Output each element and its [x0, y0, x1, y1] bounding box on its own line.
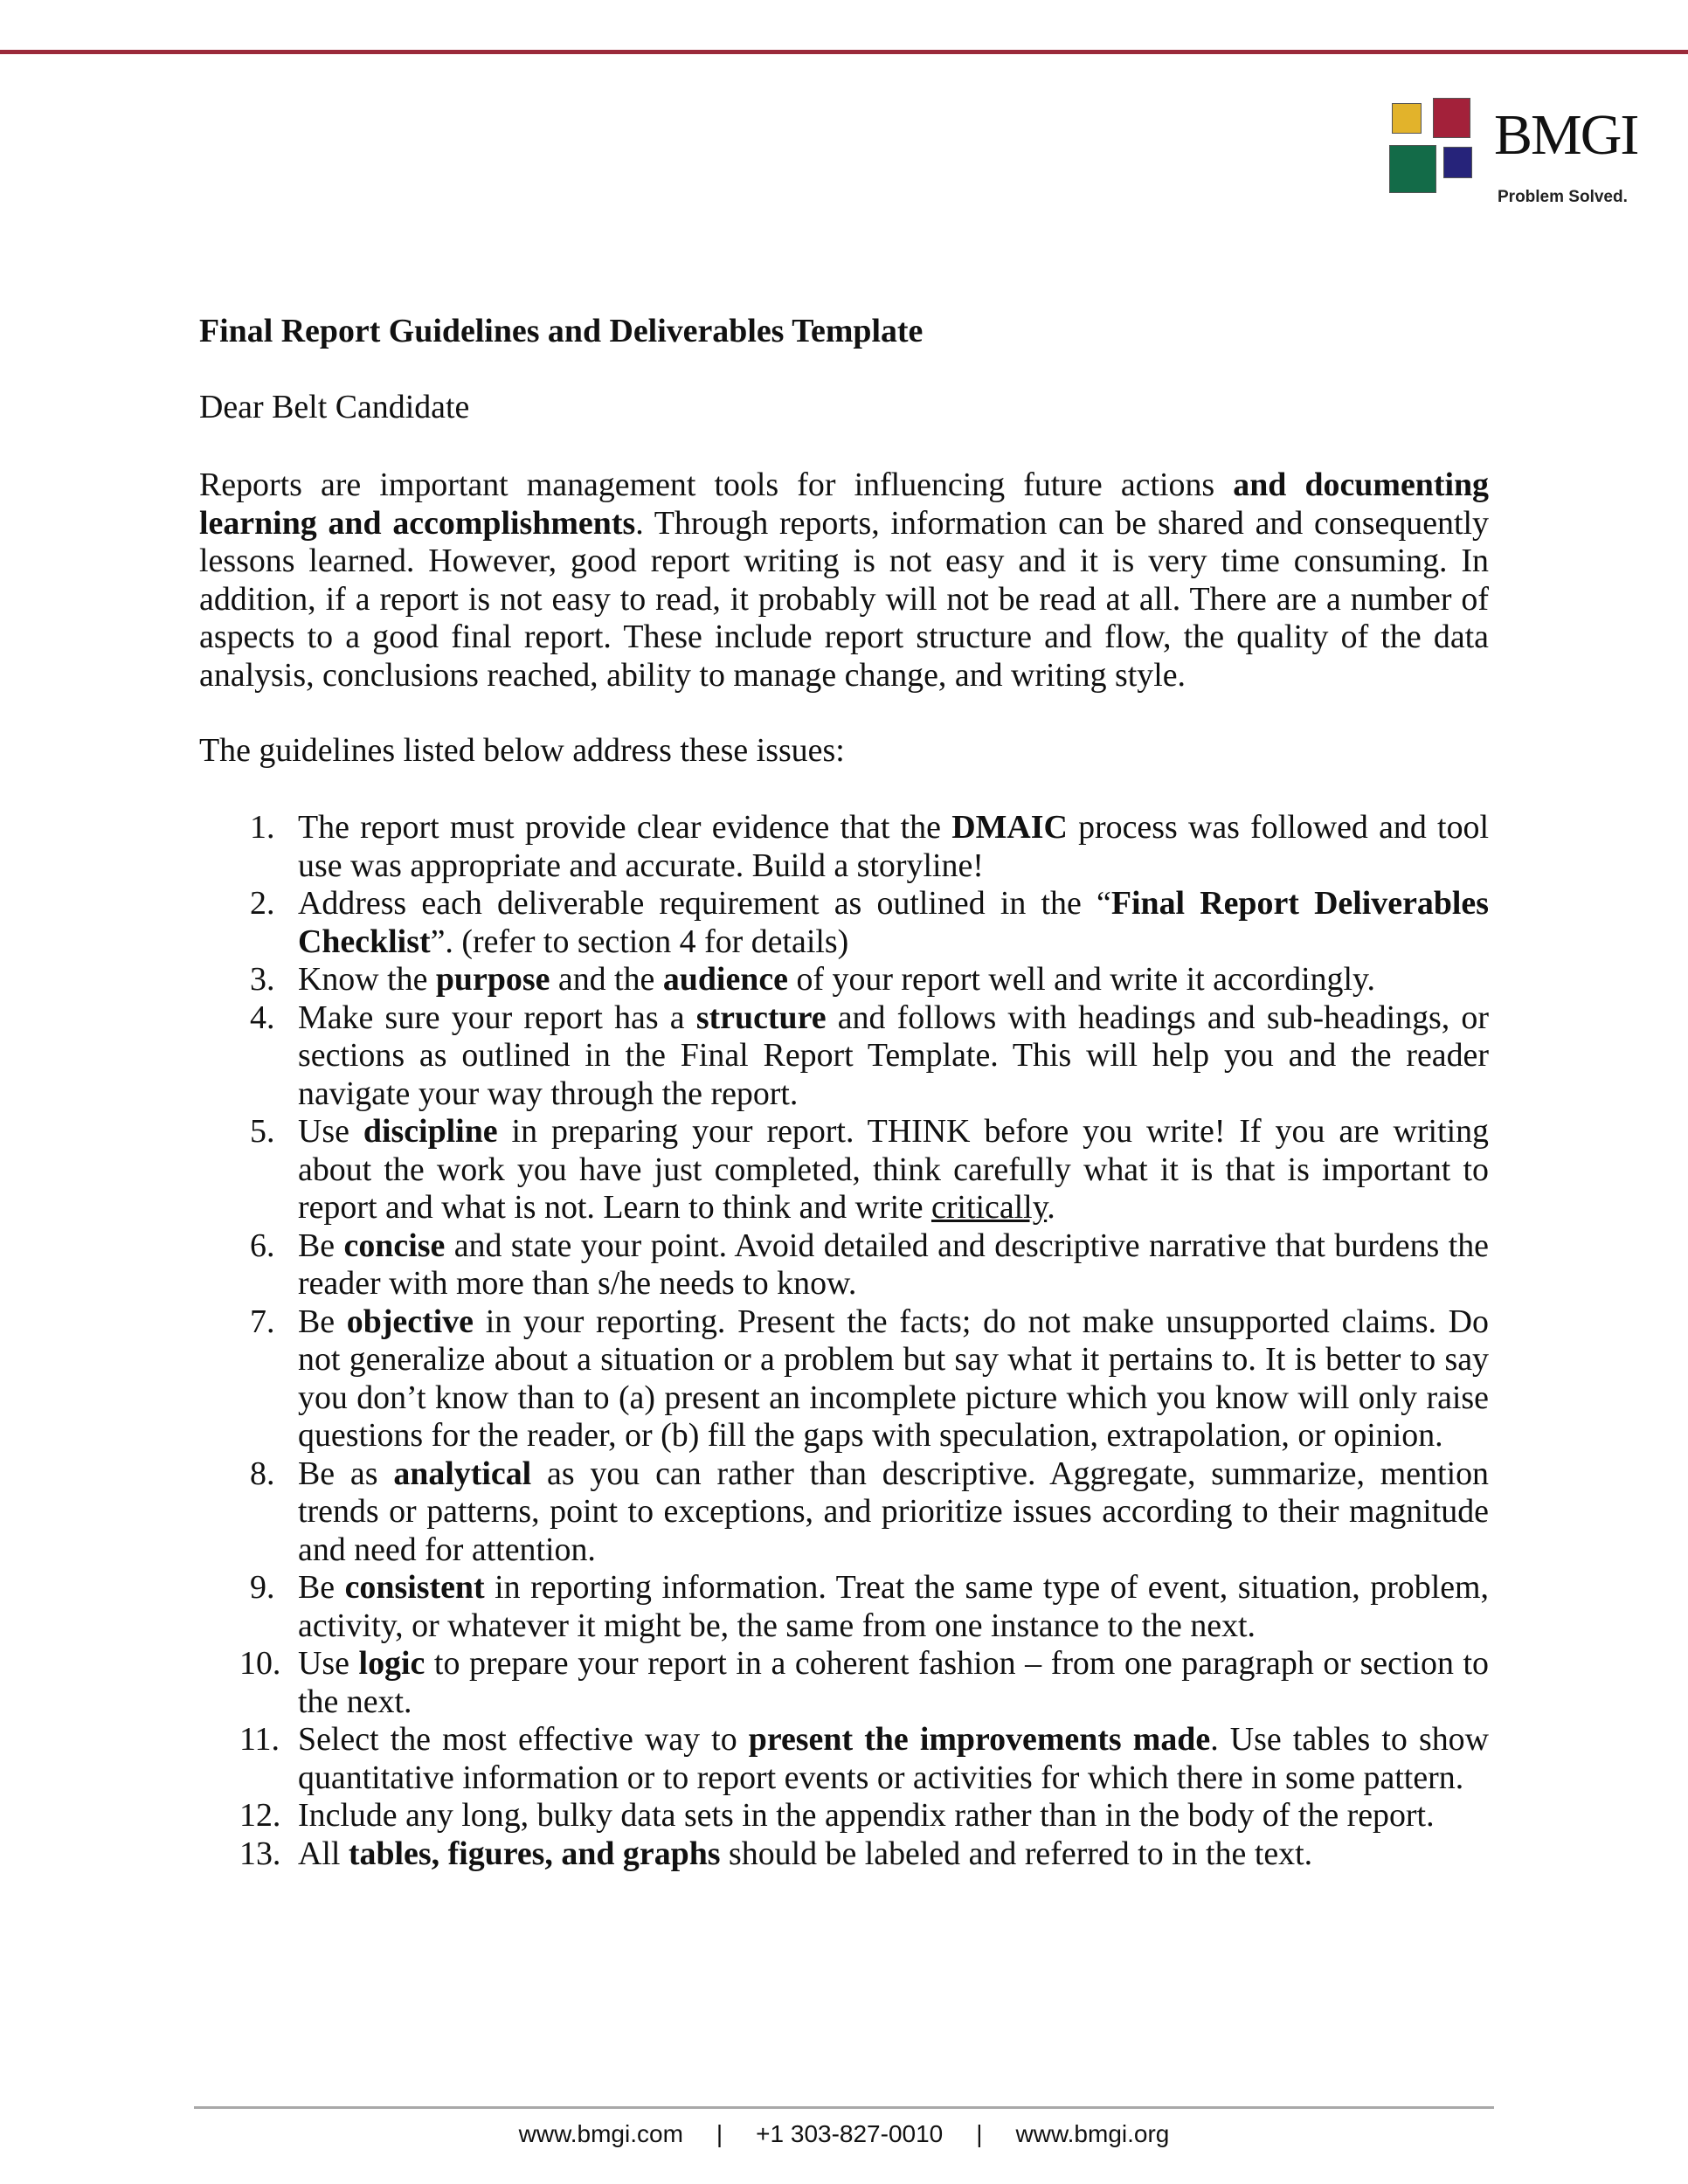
guideline-item [199, 1569, 1489, 1645]
bold-text: consistent [344, 1569, 485, 1606]
bold-text: concise [343, 1227, 446, 1264]
item-number: 11. [239, 1721, 280, 1758]
bold-text: discipline [363, 1113, 498, 1150]
text-run: The report must provide clear evidence that the [298, 809, 952, 846]
guideline-item [199, 1113, 1489, 1227]
text-run: in reporting information. Treat the same type of event, situation, problem, activity, or whatever it might be, the same from one instance to the next. [298, 1569, 1489, 1644]
text-run: in your reporting. Present the facts; do not make unsupported claims. Do not generalize about a situation or a problem but say what it pertains to. It is better to say you don’t know than to (a) present an incomplete picture which you know will only raise questions for the reader, or (b) fill the gaps with speculation, extrapolation, or opinion. [298, 1303, 1489, 1454]
guideline-item [199, 1645, 1489, 1721]
text-run: Reports are important management tools for influencing future actions [199, 467, 1234, 503]
text-run: as you can rather than descriptive. Aggregate, summarize, mention trends or patterns, point to exceptions, and prioritize issues according to their magnitude and need for attention. [298, 1455, 1489, 1568]
bold-text: structure [695, 999, 827, 1036]
text-run: . Through reports, information can be shared and consequently lessons learned. However, good report writing is not easy and it is very time consuming. In addition, if a report is not easy to read, it probably will not be read at all. There are a number of aspects to a good final report. These include report structure and flow, the quality of the data analysis, conclusions reached, ability to manage change, and writing style. [199, 504, 1489, 694]
guideline-item [199, 1797, 1489, 1835]
item-number: 12. [239, 1797, 281, 1834]
item-number: 2. [250, 885, 275, 922]
item-number: 5. [250, 1113, 275, 1150]
logo-wordmark: BMGI [1494, 103, 1638, 167]
footer-phone: +1 303-827-0010 [756, 2120, 944, 2147]
text-run: Make sure your report has a [298, 999, 696, 1036]
bold-text: Final Report Deliverables Checklist [298, 885, 1489, 960]
guideline-item [199, 999, 1489, 1114]
text-run: Use [298, 1645, 359, 1682]
bmgi-logo [1389, 94, 1651, 204]
text-run: and follows with headings and sub-headings, or sections as outlined in the Final Report Template. This will help you and the reader navigate your way through the report. [298, 999, 1489, 1112]
item-number: 9. [250, 1569, 275, 1606]
text-run: All [298, 1835, 349, 1872]
logo-yellow-square [1392, 103, 1422, 134]
footer-website-org[interactable]: www.bmgi.org [1015, 2120, 1170, 2147]
text-run: ”. (refer to section 4 for details) [430, 923, 849, 960]
salutation: Dear Belt Candidate [199, 389, 470, 425]
logo-green-square [1389, 145, 1436, 193]
header-accent-line [0, 50, 1688, 54]
text-run: . Use tables to show quantitative information or to report events or activities for which there in some pattern. [298, 1721, 1489, 1796]
footer [0, 2115, 1688, 2153]
item-number: 10. [239, 1645, 281, 1682]
underlined-text: critically [931, 1189, 1048, 1226]
bold-text: audience [662, 961, 788, 998]
text-run: to prepare your report in a coherent fashion – from one paragraph or section to the next. [298, 1645, 1489, 1720]
document-title: Final Report Guidelines and Deliverables Template [199, 313, 924, 349]
footer-separator: | [716, 2120, 723, 2147]
text-run: process was followed and tool use was appropriate and accurate. Build a storyline! [298, 809, 1489, 884]
item-number: 1. [250, 809, 275, 846]
text-run: Select the most effective way to [298, 1721, 749, 1758]
bold-text: and documenting learning and accomplishments [199, 467, 1489, 542]
text-run: of your report well and write it accordingly. [787, 961, 1375, 998]
guideline-item [199, 809, 1489, 885]
text-run: and state your point. Avoid detailed and descriptive narrative that burdens the reader with more than s/he needs to know. [298, 1227, 1489, 1302]
text-run: Be as [298, 1455, 394, 1492]
footer-divider [194, 2106, 1494, 2109]
bold-text: logic [358, 1645, 425, 1682]
guideline-item [199, 885, 1489, 961]
bold-text: DMAIC [951, 809, 1068, 846]
intro-paragraph [199, 467, 1489, 695]
guidelines-list [199, 809, 1489, 1873]
text-run: should be labeled and referred to in the text. [720, 1835, 1313, 1872]
guideline-item [199, 1455, 1489, 1570]
bold-text: present the improvements made [748, 1721, 1211, 1758]
logo-red-square [1433, 98, 1470, 138]
text-run: Be [298, 1569, 345, 1606]
text-run: in preparing your report. THINK before you write! If you are writing about the work you have just completed, think carefully what it is that is important to report and what is not. Learn to think and write [298, 1113, 1489, 1226]
logo-tagline: Problem Solved. [1498, 188, 1628, 206]
guideline-item [199, 1835, 1489, 1874]
text-run: Be [298, 1227, 344, 1264]
guideline-item [199, 1303, 1489, 1455]
text-run: Use [298, 1113, 363, 1150]
text-run: Be [298, 1303, 347, 1340]
item-number: 8. [250, 1455, 275, 1492]
guidelines-intro: The guidelines listed below address these issues: [199, 732, 845, 769]
item-number: 4. [250, 999, 275, 1036]
item-number: 7. [250, 1303, 275, 1340]
text-run: and the [550, 961, 663, 998]
bold-text: analytical [393, 1455, 532, 1492]
footer-separator: | [976, 2120, 983, 2147]
item-number: 3. [250, 961, 275, 998]
bold-text: tables, figures, and graphs [348, 1835, 721, 1872]
bold-text: purpose [435, 961, 550, 998]
text-run: Know the [298, 961, 436, 998]
guideline-item [199, 1721, 1489, 1797]
item-number: 13. [239, 1835, 281, 1872]
footer-website-com[interactable]: www.bmgi.com [518, 2120, 683, 2147]
item-number: 6. [250, 1227, 275, 1264]
text-run: Include any long, bulky data sets in the appendix rather than in the body of the report. [298, 1797, 1435, 1834]
guideline-item [199, 961, 1489, 999]
text-run: . [1047, 1189, 1055, 1226]
text-run: Address each deliverable requirement as outlined in the “ [298, 885, 1111, 922]
logo-blue-square [1443, 147, 1472, 178]
bold-text: objective [346, 1303, 474, 1340]
guideline-item [199, 1227, 1489, 1303]
